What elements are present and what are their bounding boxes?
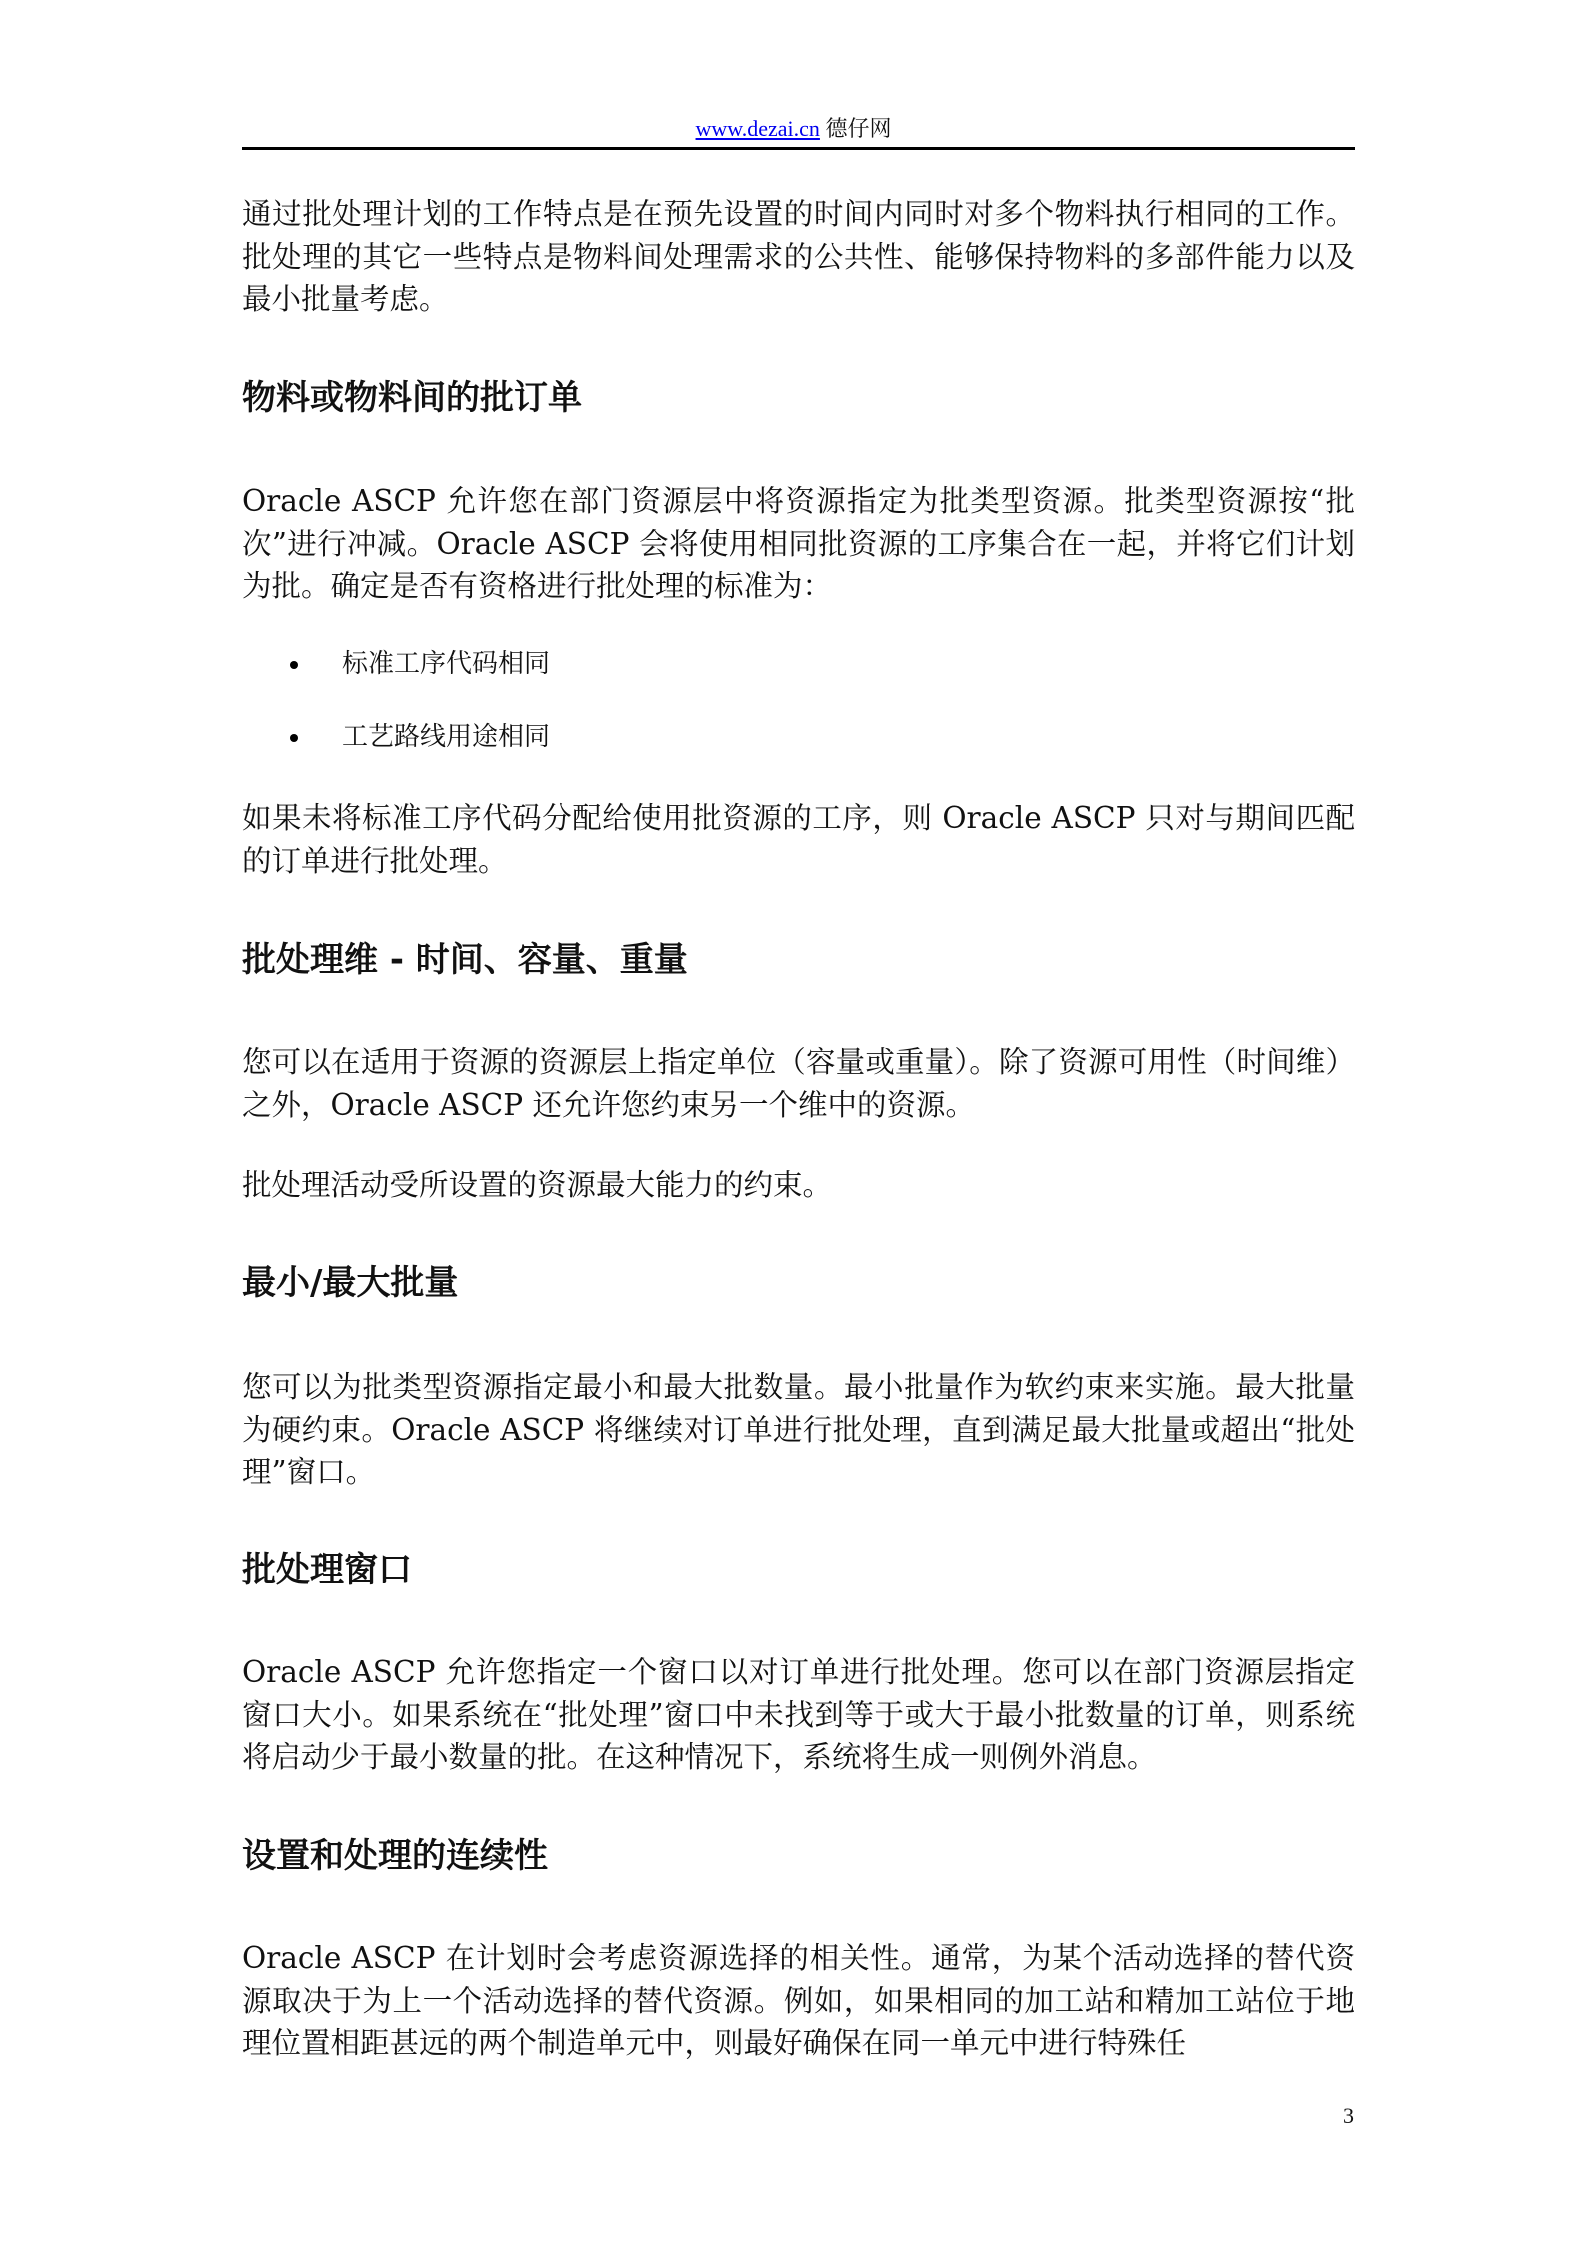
page-number: 3	[1343, 2103, 1354, 2128]
bullet-icon	[290, 734, 298, 742]
bullet-icon	[290, 661, 298, 669]
paragraph-period-match: 如果未将标准工序代码分配给使用批资源的工序，则 Oracle ASCP 只对与期间匹配的订单进行批处理。	[242, 801, 1355, 878]
paragraph-min-max: 您可以为批类型资源指定最小和最大批数量。最小批量作为软约束来实施。最大批量为硬约束。Oracle ASCP 将继续对订单进行批处理，直到满足最大批量或超出“批处理”窗口。	[242, 1370, 1355, 1489]
paragraph-units: 您可以在适用于资源的资源层上指定单位（容量或重量）。除了资源可用性（时间维）之外，Oracle ASCP 还允许您约束另一个维中的资源。	[242, 1045, 1355, 1122]
header-site-name: 德仔网	[825, 116, 892, 141]
header-link[interactable]: www.dezai.cn	[695, 116, 820, 141]
bullet-item	[290, 717, 550, 757]
bullet-item	[290, 644, 550, 684]
paragraph-continuity: Oracle ASCP 在计划时会考虑资源选择的相关性。通常，为某个活动选择的替代资源取决于为上一个活动选择的替代资源。例如，如果相同的加工站和精加工站位于地理位置相距甚远的两个制造单元中，则最好确保在同一单元中进行特殊任	[242, 1941, 1355, 2060]
heading-batch-orders: 物料或物料间的批订单	[242, 378, 582, 418]
bullet-text: 标准工序代码相同	[342, 649, 551, 679]
bullet-text: 工艺路线用途相同	[342, 722, 551, 752]
heading-batch-window: 批处理窗口	[242, 1550, 412, 1590]
header-divider	[242, 147, 1355, 150]
heading-batch-dimension: 批处理维 - 时间、容量、重量	[242, 940, 688, 980]
paragraph-intro: 通过批处理计划的工作特点是在预先设置的时间内同时对多个物料执行相同的工作。批处理的其它一些特点是物料间处理需求的公共性、能够保持物料的多部件能力以及最小批量考虑。	[242, 197, 1355, 316]
heading-setup-continuity: 设置和处理的连续性	[242, 1836, 548, 1876]
page-header	[0, 112, 1587, 143]
paragraph-window: Oracle ASCP 允许您指定一个窗口以对订单进行批处理。您可以在部门资源层指定窗口大小。如果系统在“批处理”窗口中未找到等于或大于最小批数量的订单，则系统将启动少于最小数量的批。在这种情况下，系统将生成一则例外消息。	[242, 1655, 1355, 1774]
heading-min-max-batch: 最小/最大批量	[242, 1263, 459, 1303]
paragraph-capacity: 批处理活动受所设置的资源最大能力的约束。	[242, 1168, 833, 1202]
paragraph-batch-resources: Oracle ASCP 允许您在部门资源层中将资源指定为批类型资源。批类型资源按“批次”进行冲减。Oracle ASCP 会将使用相同批资源的工序集合在一起，并将它们计划为批。确定是否有资格进行批处理的标准为：	[242, 484, 1355, 603]
